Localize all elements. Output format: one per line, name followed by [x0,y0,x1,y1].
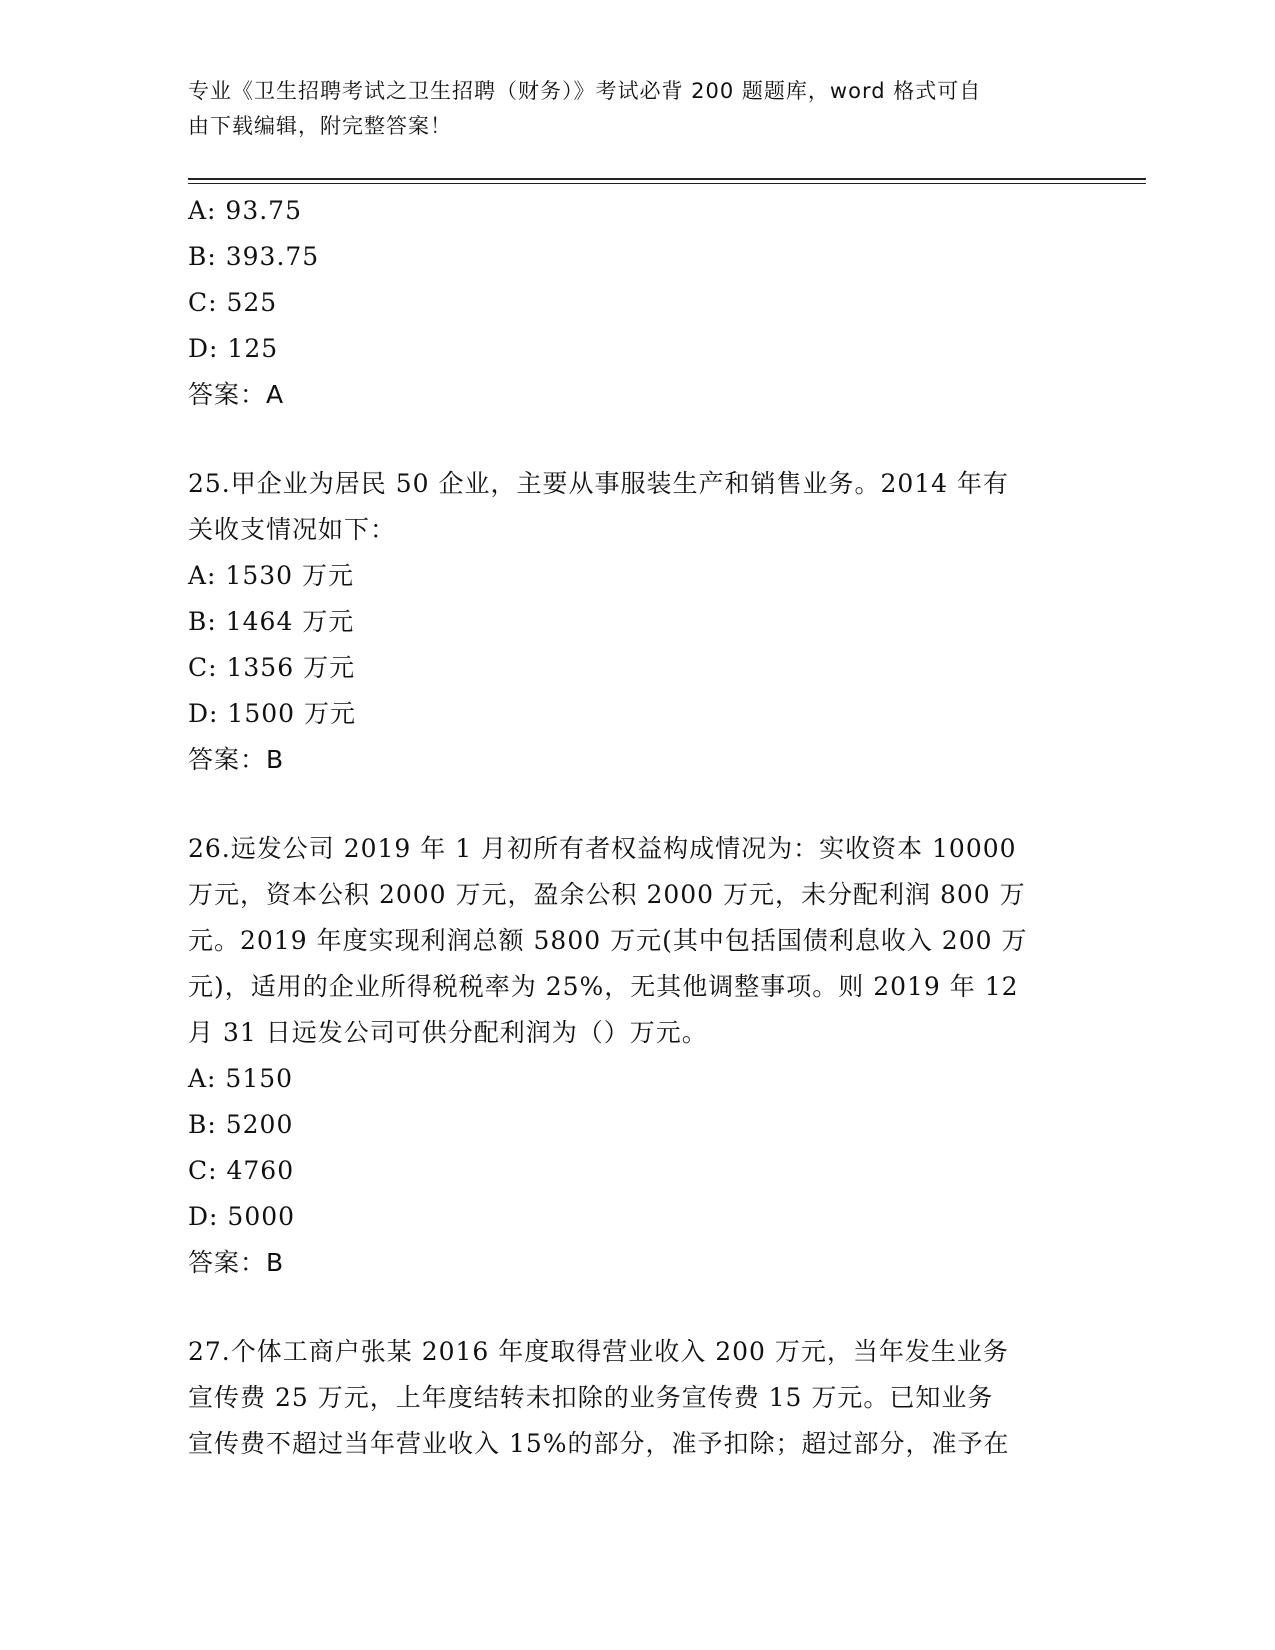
question-text: 关收支情况如下： [188,515,397,544]
option-a: A: 93.75 [188,196,302,225]
option-d: D: 1500 万元 [188,699,356,728]
question-26 [188,826,1088,1286]
header-line: 由下载编辑，附完整答案！ [188,114,452,138]
question-text: 27.个体工商户张某 2016 年度取得营业收入 200 万元，当年发生业务 [188,1337,1009,1366]
question-text: 月 31 日远发公司可供分配利润为（）万元。 [188,1018,708,1047]
option-b: B: 393.75 [188,242,320,271]
question-text: 宣传费不超过当年营业收入 15%的部分，准予扣除；超过部分，准予在 [188,1429,1010,1458]
option-d: D: 5000 [188,1202,296,1231]
option-c: C: 1356 万元 [188,653,356,682]
answer: 答案：B [188,1248,285,1277]
question-text: 元。2019 年度实现利润总额 5800 万元(其中包括国债利息收入 200 万 [188,926,1028,955]
question-25 [188,461,1088,783]
option-b: B: 5200 [188,1110,294,1139]
question-list [188,188,1088,1467]
question-text: 元)，适用的企业所得税税率为 25%，无其他调整事项。则 2019 年 12 [188,972,1019,1001]
header-line: 专业《卫生招聘考试之卫生招聘（财务）》考试必背 200 题题库，word 格式可自 [188,79,982,103]
question-text: 宣传费 25 万元，上年度结转未扣除的业务宣传费 15 万元。已知业务 [188,1383,994,1412]
answer: 答案：B [188,745,285,774]
question-text: 万元，资本公积 2000 万元，盈余公积 2000 万元，未分配利润 800 万 [188,880,1026,909]
option-c: C: 525 [188,288,278,317]
option-a: A: 1530 万元 [188,561,354,590]
question-text: 25.甲企业为居民 50 企业，主要从事服装生产和销售业务。2014 年有 [188,469,1010,498]
option-c: C: 4760 [188,1156,295,1185]
option-a: A: 5150 [188,1064,294,1093]
document-header [188,74,1088,144]
header-divider [188,178,1146,180]
answer: 答案：A [188,380,285,409]
question-27 [188,1329,1088,1467]
header-divider [188,183,1146,184]
question-text: 26.远发公司 2019 年 1 月初所有者权益构成情况为：实收资本 10000 [188,834,1017,863]
option-b: B: 1464 万元 [188,607,355,636]
question-24 [188,188,1088,418]
option-d: D: 125 [188,334,279,363]
